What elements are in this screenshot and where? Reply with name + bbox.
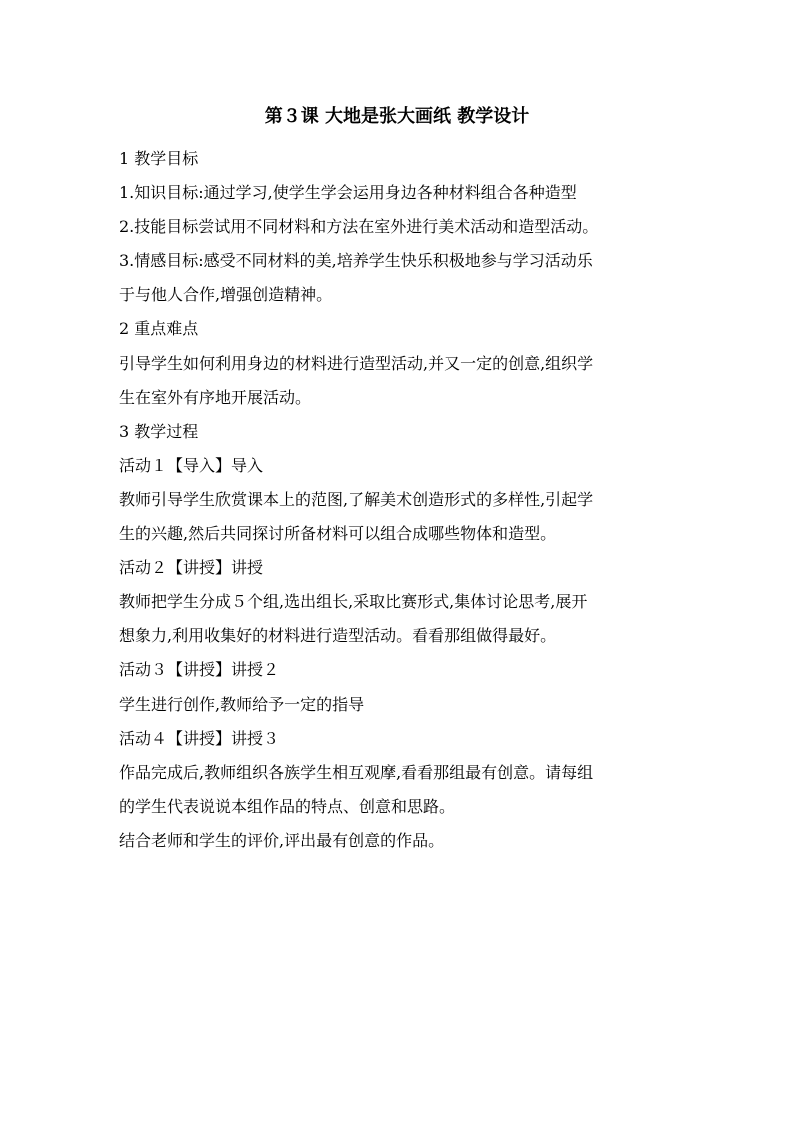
paragraph-line: 教师把学生分成５个组,选出组长,采取比赛形式,集体讨论思考,展开 [119, 592, 588, 612]
section-heading-objectives: 1 教学目标 [119, 149, 199, 168]
paragraph-line: 作品完成后,教师组织各族学生相互观摩,看看那组最有创意。请每组 [119, 762, 594, 782]
paragraph-line: 学生进行创作,教师给予一定的指导 [119, 694, 365, 714]
activity-heading-2: 活动２【讲授】讲授 [119, 558, 264, 578]
section-heading-process: 3 教学过程 [119, 421, 199, 441]
paragraph-line: 3.情感目标:感受不同材料的美,培养学生快乐积极地参与学习活动乐 [119, 251, 593, 271]
paragraph-line: 生在室外有序地开展活动。 [119, 387, 312, 407]
activity-heading-3: 活动３【讲授】讲授２ [119, 660, 280, 680]
document-title: 第３课 大地是张大画纸 教学设计 [264, 106, 530, 127]
section-heading-key-points: 2 重点难点 [119, 319, 199, 339]
paragraph-line: 想象力,利用收集好的材料进行造型活动。看看那组做得最好。 [119, 626, 557, 646]
paragraph-line: 生的兴趣,然后共同探讨所备材料可以组合成哪些物体和造型。 [119, 524, 557, 544]
activity-heading-1: 活动１【导入】导入 [119, 455, 264, 475]
document-body [119, 142, 679, 858]
paragraph-line: 教师引导学生欣赏课本上的范图,了解美术创造形式的多样性,引起学 [119, 489, 594, 509]
activity-heading-4: 活动４【讲授】讲授３ [119, 728, 280, 748]
paragraph-line: 2.技能目标尝试用不同材料和方法在室外进行美术活动和造型活动。 [119, 217, 599, 237]
paragraph-line: 1.知识目标:通过学习,使学生学会运用身边各种材料组合各种造型 [119, 183, 577, 203]
paragraph-line: 引导学生如何利用身边的材料进行造型活动,并又一定的创意,组织学 [119, 353, 594, 373]
paragraph-line: 的学生代表说说本组作品的特点、创意和思路。 [119, 796, 456, 816]
paragraph-line: 结合老师和学生的评价,评出最有创意的作品。 [119, 830, 445, 850]
paragraph-line: 于与他人合作,增强创造精神。 [119, 285, 333, 305]
